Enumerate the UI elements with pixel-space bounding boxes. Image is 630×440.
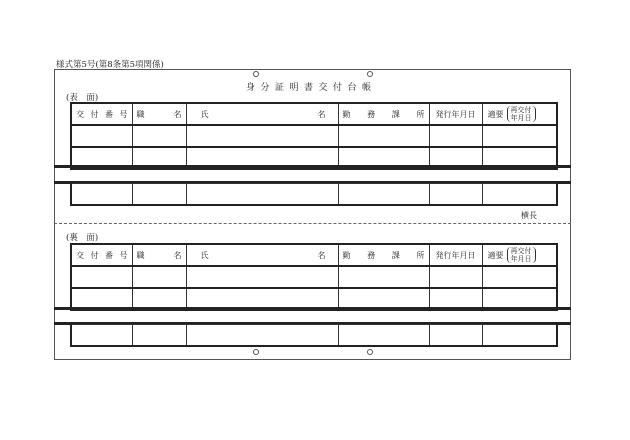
front-ledger-table: 交 付 番 号 職 名 氏 名 勤 務 課 所 発行年月日 適要 再交付 年月日 [70,102,558,170]
punch-hole-icon [253,71,259,77]
issue-date-header: 発行年月日 [429,244,482,266]
punch-hole-icon [367,71,373,77]
table-row[interactable] [71,266,557,288]
issue-date-header: 発行年月日 [429,103,482,125]
front-side-label: (表 面) [66,93,99,103]
section-divider [54,307,571,310]
back-side-label: (裏 面) [66,233,99,243]
front-continuation-table [70,183,558,206]
table-row[interactable] [71,184,557,206]
fold-line [54,223,571,224]
section-divider [54,165,571,168]
punch-hole-icon [253,349,259,355]
ledger-title: 身分証明書交付台帳 [246,83,377,93]
back-continuation-table [70,324,558,347]
orientation-note: 横長 [521,211,537,220]
punch-hole-icon [367,349,373,355]
table-row[interactable] [71,325,557,347]
back-ledger-table: 交 付 番 号 職 名 氏 名 勤 務 課 所 発行年月日 適要 再交付 年月日 [70,243,558,311]
form-number-label: 様式第5号(第8条第5項関係) [56,60,164,70]
table-row[interactable] [71,125,557,147]
